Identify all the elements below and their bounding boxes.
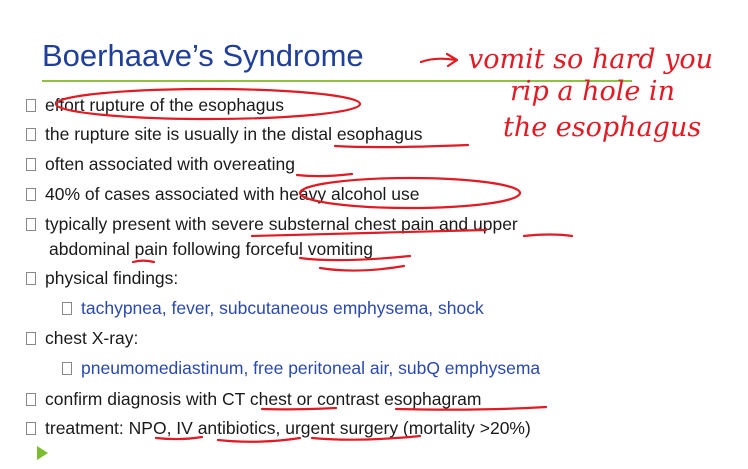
bullet-continuation-text: abdominal pain following forceful vomiting <box>49 239 373 259</box>
ink-underline <box>218 438 300 442</box>
ink-underline <box>297 174 352 176</box>
ink-underline <box>320 266 404 270</box>
ink-underline <box>396 407 546 410</box>
bullet-text: confirm diagnosis with CT chest or contrast esophagram <box>45 389 482 409</box>
ink-circle <box>300 178 520 208</box>
bullet-text: the rupture site is usually in the distal esophagus <box>45 124 423 144</box>
slide-title: Boerhaave’s Syndrome <box>42 38 364 73</box>
ink-underline <box>262 408 336 409</box>
ink-arrow <box>421 59 456 62</box>
bullet-text: treatment: NPO, IV antibiotics, urgent surgery (mortality >20%) <box>45 418 531 438</box>
bullet-text: often associated with overeating <box>45 154 296 174</box>
ink-underline <box>300 256 410 260</box>
ink-underline <box>156 437 202 439</box>
bullet-text: effort rupture of the esophagus <box>45 95 285 115</box>
bullet-text: 40% of cases associated with heavy alcohol use <box>45 184 420 204</box>
ink-underline <box>133 261 154 263</box>
ink-underline <box>312 436 420 440</box>
bullet-text: typically present with severe substernal chest pain and upper <box>45 214 518 234</box>
ink-handwriting-line: rip a hole in <box>510 76 675 107</box>
ink-underline <box>252 230 486 236</box>
ink-underline <box>524 235 572 237</box>
ink-handwriting-line: the esophagus <box>503 112 702 143</box>
bullet-text: physical findings: <box>45 268 179 288</box>
ink-underline <box>335 145 468 147</box>
ink-handwriting-line: vomit so hard you <box>468 44 714 75</box>
ink-circle <box>56 89 360 119</box>
sub-bullet-text: pneumomediastinum, free peritoneal air, subQ emphysema <box>81 358 541 378</box>
sub-bullet-text: tachypnea, fever, subcutaneous emphysema, shock <box>81 298 484 318</box>
bullet-text: chest X-ray: <box>45 328 139 348</box>
